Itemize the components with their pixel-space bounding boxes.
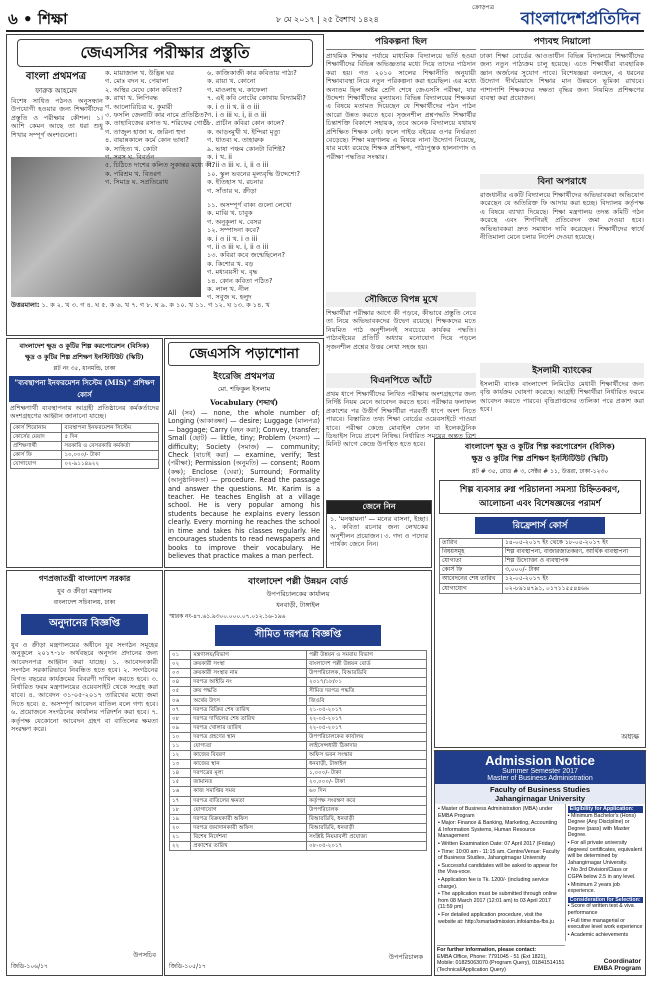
table-cell: উপপরিচালকের কার্যালয় (307, 732, 427, 741)
col3-body-3: প্রথম ধাপে শিক্ষার্থীদের লিখিত পরীক্ষায় অংশগ্রহণের জন্য নির্দিষ্ট নিয়ম মেনে আবেদন করতে হবে। পরীক্ষার ফলাফল প্রকাশের পর উত্তীর্ণ শিক্ষার্থীরা পরবর্তী ধাপে অংশ নিতে পারবে। বিস্তারিত তথ্য শিক্ষা বোর্ডের ওয়েবসাইটে পাওয়া যাবে। পরীক্ষা কেন্দ্রে মোবাইল ফোন বা ইলেকট্রনিক ডিভাইস নিয়ে প্রবেশ নিষিদ্ধ। নির্ধারিত সময়ের অন্তত ত্রিশ মিনিট আগে কেন্দ্রে উপস্থিত হতে হবে। (326, 390, 476, 449)
table-row (170, 732, 427, 741)
table-cell: ১৫ (170, 778, 191, 787)
table-cell: আবেদনের শেষ তারিখ (440, 575, 503, 584)
table-cell: ১০,০০০/- টাকা (62, 451, 159, 460)
vocab-title: Vocabulary (শব্দার্থ) (210, 398, 278, 407)
table-row (170, 805, 427, 814)
date-line: ৮ মে ২০১৭ | ২৫ বৈশাখ ১৪২৪ (276, 15, 379, 24)
list-item: ▪ Major: Finance & Banking, Marketing, Accounting & Information Systems, Human Resource Management (438, 820, 558, 840)
col3-title: পরিকল্পনা ছিল (326, 34, 476, 50)
table-cell: দরপত্র দাখিলের শেষ তারিখ (191, 714, 307, 723)
table-row (170, 796, 427, 805)
refresher-address: প্লট # ৩৫, রোড # ৩, সেক্টর # ১১, উত্তরা, ঢাকা-১২৩০ (471, 468, 609, 475)
ministry-grant-ad (6, 570, 163, 976)
table-cell: বিআরডিবি, ধনবাড়ী (307, 814, 427, 823)
table-row (170, 769, 427, 778)
col4-body-2: রাজধানীর একটি বিদ্যালয়ে শিক্ষার্থীদের অভিভাবকরা অভিযোগ করেছেন যে অতিরিক্ত ফি আদায় করা হচ্ছে। বিদ্যালয় কর্তৃপক্ষ এ বিষয়ে ব্যাখ্যা দিয়েছে। শিক্ষা মন্ত্রণালয় তদন্ত কমিটি গঠন করেছে এবং শিগগিরই প্রতিবেদন জমা দেওয়া হবে। অভিভাবকরা দ্রুত সমাধান দাবি করেছেন। শিক্ষার্থীদের স্বার্থে নীতিমালা মেনে চলার নির্দেশ দেওয়া হয়েছে। (480, 191, 644, 242)
table-row (170, 696, 427, 705)
table-cell: ২০,০০০/- টাকা (307, 778, 427, 787)
question-line: ক. ইতিহাস খ. রচনার (207, 178, 264, 187)
table-cell: ক্রয় পদ্ধতি (191, 687, 307, 696)
admission-faculty: Faculty of Business Studies (489, 785, 591, 794)
admission-items (435, 804, 565, 941)
admission-university: Jahangirnagar University (494, 794, 586, 803)
question-line: ৩. ফসলি জেলাটি কার নামে প্রতিষ্ঠিত? (105, 111, 208, 120)
bscic-mis-ad (6, 338, 163, 568)
rdb-tender-ad (164, 570, 432, 976)
rdb-place: ধনবাড়ী, টাঙ্গাইল (276, 601, 320, 609)
table-cell: বিষয়সমূহ (440, 548, 503, 557)
coordinator-program: EMBA Program (593, 965, 641, 972)
jsc-english-title: জেএসসি পড়াশোনা (168, 342, 320, 366)
list-item: ▪ Full time managerial or executive level work experience (567, 917, 643, 931)
table-cell: ০৩ (170, 669, 191, 678)
list-item: ▪ The application must be submitted through online from 08 March 2017 (12:01 am) to 03 April 2017 (11:59 pm) (438, 891, 557, 911)
table-cell: কাজের বিবরণ (191, 751, 307, 760)
table-cell: ০৮-০৫-২০১৭ (307, 841, 427, 850)
table-cell: শিল্প ব্যবস্থাপনা, বাজারজাতকরণ, আর্থিক ব্যবস্থাপনা (503, 548, 641, 557)
table-cell: ১১ (170, 741, 191, 750)
table-cell: ০২ (170, 660, 191, 669)
table-row (11, 451, 159, 460)
table-cell: ১৯ (170, 814, 191, 823)
rdb-org: বাংলাদেশ পল্লী উন্নয়ন বোর্ড (248, 577, 348, 587)
question-line: ক. লাল খ. নীল (207, 285, 249, 294)
col4-subhead-1: বিনা অপরাধে (480, 174, 644, 189)
table-cell: ২২-০৫-২০১৭ (307, 723, 427, 732)
table-cell: বিআরডিবি, ধনবাড়ী (307, 823, 427, 832)
table-row (11, 460, 159, 469)
table-cell: অর্থের উৎস (191, 696, 307, 705)
table-cell: ০৮ (170, 714, 191, 723)
table-row (170, 678, 427, 687)
table-cell: ০৪ (170, 678, 191, 687)
refresher-footer: অধ্যক্ষ (621, 733, 639, 741)
question-line: ৮. প্রাচীন কবিরা কোন কালে? (207, 119, 285, 128)
table-cell: যোগাযোগ (440, 584, 503, 593)
jsc-prep-subject: বাংলা প্রথমপত্র (25, 71, 87, 82)
question-line: গ. ii ও iii ঘ. i, ii ও iii (207, 243, 269, 252)
question-line: গ. মাওলাহ ঘ. কাফেলা (207, 85, 268, 94)
table-cell: ২১ (170, 832, 191, 841)
table-cell: ১২ (170, 751, 191, 760)
question-line: ১৪. কোন কবিতা পঠিত? (207, 276, 273, 285)
list-item: ▪ Academic achievements (567, 931, 629, 938)
table-row (170, 705, 427, 714)
admission-semester: Summer Semester 2017 (502, 768, 578, 775)
question-line: গ. সরস ঘ. বিবর্তন (105, 153, 155, 162)
table-row (170, 660, 427, 669)
list-item: ▪ Master of Business Administration (MBA) under EMBA Program (438, 806, 553, 819)
question-line: ক. মায়াজাল খ. উদ্ভিন্ন ঘর (105, 69, 174, 77)
jsc-english-subject: ইংরেজি প্রথমপত্র (213, 372, 275, 382)
question-line: ক. মাঝি খ. চাবুক (207, 209, 253, 218)
question-line: গ. অনুকূলা ঘ. বেসর (207, 217, 262, 226)
table-row (440, 584, 641, 593)
table-cell: ০৯ (170, 723, 191, 732)
page-number-section: ৬ • শিক্ষা (8, 10, 68, 28)
table-cell: ধনবাড়ী, টাঙ্গাইল (307, 760, 427, 769)
ministry-signer: উপসচিব (133, 951, 156, 959)
question-line: ৬. কাজিকাজী কার কবিতায় পাঠ্য? (207, 69, 297, 77)
table-cell: উপপরিচালক, বিআরডিবি (307, 669, 427, 678)
question-line: গ. আলোরিচিত্র ঘ. কুমারী (105, 102, 173, 111)
answer-key: উত্তরমালা: ১. ক ২. খ ৩. গ ৪. ঘ ৫. ক ৬. খ ৭. গ ৮. ঘ ৯. ক ১০. খ ১১. গ ১২. ঘ ১৩. ক ১৪. খ (11, 301, 270, 309)
note-body: ১. 'মনস্কামনা' — মনের বাসনা, ইচ্ছা। ২. কবিতা রচনার জন্য লেখকের অনুশীলন প্রয়োজন। ৩. গদ্য ও পদ্যের পার্থক্য জেনে নিন। (330, 515, 428, 549)
question-line: ক. কিশোর খ. বড় (207, 259, 254, 268)
refresher-inst-name: ক্ষুদ্র ও কুটির শিল্প প্রশিক্ষণ ইনস্টিটিউট (স্কিটি) (471, 454, 609, 463)
ministry-ref: জিডি-১০৬/১৭ (11, 963, 48, 970)
question-line: ১১. অসম্পূর্ণ বাক্য গুলো লেখো (207, 201, 292, 209)
table-cell: ৫ দিন (62, 432, 159, 441)
admission-notice-ad (434, 750, 646, 976)
jsc-prep-title: জেএসসির পরীক্ষার প্রস্তুতি (17, 39, 313, 67)
question-line: ১৩. কবিরা কবে জন্মেছিলেন? (207, 251, 286, 260)
question-line: গ. ii ও iii ঘ. i, ii ও iii (207, 161, 269, 170)
table-cell: ৩,০০০/- টাকা (503, 566, 641, 575)
list-item: ▪ Minimum 2 years job experience. (567, 881, 620, 895)
ministry-gov: গণপ্রজাতন্ত্রী বাংলাদেশ সরকার (38, 574, 131, 583)
question-line: গ. তাজুল হাজা ঘ. জরিনা হুদা (105, 127, 186, 136)
table-cell: ০৬ (170, 696, 191, 705)
jsc-english-author: মো. শফিকুল ইসলাম (217, 385, 271, 393)
bscic-inst-name: ক্ষুদ্র ও কুটির শিল্প প্রশিক্ষণ ইনস্টিটিউট (স্কিটি) (25, 353, 144, 361)
eligibility-title: Eligibility for Application: (568, 806, 643, 813)
question-line: গ. ধাতব্য ঘ. তাহারুক (207, 136, 264, 145)
table-cell: ২২-০৫-২০১৭ (307, 714, 427, 723)
note-title: জেনে নিন (327, 501, 431, 514)
contact-info: EMBA Office, Phone: 7791045 - 51 (Ext 1821), Mobile: 01825063070 (Program Query), 01841514151 (Technical/Application Query) (437, 953, 565, 973)
rdb-signer: উপপরিচালক (388, 953, 423, 961)
question-line: ক. রাখা খ. লিপিবদ্ধ (105, 94, 158, 103)
table-row (170, 751, 427, 760)
table-cell: কর্তৃপক্ষ সংরক্ষণ করে (307, 796, 427, 805)
table-cell: সংশ্লিষ্ট নিয়মাবলী প্রযোজ্য (307, 832, 427, 841)
page-header (6, 6, 644, 32)
table-cell: ক্রয়কারী সংস্থা (191, 660, 307, 669)
supplement-label: ক্রোড়পত্র (472, 4, 494, 11)
list-item: ▪ Application fee is Tk. 1200/- (including service charge). (438, 876, 549, 890)
question-line: ক. i ও ii খ. ii ও iii (207, 102, 260, 111)
list-item: ▪ Score of written test & viva performance (567, 903, 634, 916)
masthead: বাংলাদেশপ্রতিদিন (520, 9, 640, 29)
table-row (440, 575, 641, 584)
question-line: ৪. বায়ান্নকালে কর্মে কোন ভাষা? (105, 136, 189, 145)
table-cell: জামানত (191, 778, 307, 787)
table-cell: ১৭ (170, 796, 191, 805)
table-cell: দরপত্র বাতিলের ক্ষমতা (191, 796, 307, 805)
list-item: ▪ Time: 10:00 am - 11:15 am. Centre/Venue: Faculty of Business Studies, Jahangirnagar University (438, 848, 560, 862)
grant-notice-body: যুব ও ক্রীড়া মন্ত্রণালয়ের অধীনে যুব সংগঠন সমূহের অনুকূলে ২০১৭-১৮ অর্থবছরে অনুদান প্রদানের জন্য আবেদনপত্র আহ্বান করা যাচ্ছে। ১. আবেদনকারী সংগঠন সরকারিভাবে নিবন্ধিত হতে হবে। ২. সংগঠনের বিগত বছরের কার্যক্রমের বিবরণী দাখিল করতে হবে। ৩. নির্ধারিত ফরম মন্ত্রণালয়ের ওয়েবসাইট থেকে সংগ্রহ করা যাবে। ৪. আবেদন ৩১-০৫-২০১৭ তারিখের মধ্যে জমা দিতে হবে। ৫. অসম্পূর্ণ আবেদন বাতিল বলে গণ্য হবে। ৬. প্রয়োজনে সংগঠনের কার্যালয় পরিদর্শন করা হবে। ৭. কর্তৃপক্ষ যেকোনো আবেদন গ্রহণ বা বাতিলের ক্ষমতা সংরক্ষণ করে। (11, 641, 158, 734)
list-item: ▪ Successful candidates will be asked to appear for the Viva-voce. (438, 862, 558, 876)
table-cell: কোর্সের মেয়াদ (11, 432, 62, 441)
table-cell: কোর্স ফি (11, 451, 62, 460)
table-cell: ০৫ (170, 687, 191, 696)
question-line: গ. i ও iii ঘ. i, ii ও iii (207, 111, 267, 120)
table-row (170, 787, 427, 796)
jsc-prep-intro: বিশেষ সাধিত পঠনও অনুসন্ধান উপযোগী হওয়ার জন্য শিক্ষার্থীদের প্রস্তুতি ও পরীক্ষার কৌশল। ১। আশি কেমন আছে তা ধরা শুধু শিখার সম্পূর্ণ অংশগুলো। (11, 97, 103, 139)
grant-notice-title: অনুদানের বিজ্ঞপ্তি (21, 614, 148, 635)
jsc-english-body: All (সব) — none, the whole number of; Longing (আকাঙ্ক্ষা) — desire; Luggage (মালপত্র) — baggage; Carry (বহন করা); Convey, transfer; Small (ছোট) — little, tiny; Problem (সমস্যা) — difficulty; Society (সমাজ) — community; Check (যাচাই করা) — examine, verify; Test (পরীক্ষা); Permission (অনুমতি) — consent; Room (কক্ষ); Enclose (ঘেরা); Surround; Formality (আনুষ্ঠানিকতা) — procedure. Read the passage and answer the questions. Mr. Karim is a teacher. He teaches English at a village school. He is very popular among his students because he explains every lesson clearly. Every morning he reaches the school in time and takes his classes regularly. He encourages students to read newspapers and books to improve their vocabulary. He believes that practice makes a man perfect. (168, 409, 320, 560)
table-row (170, 723, 427, 732)
table-cell: ক্রয়কারী সংস্থার নাম (191, 669, 307, 678)
table-cell: ০২-৯১১৪৯২২ (62, 460, 159, 469)
table-cell: কাজ সমাপ্তির সময় (191, 787, 307, 796)
question-line: ক. সাহিত্য খ. কোটা (105, 144, 158, 153)
table-cell: মন্ত্রণালয়/বিভাগ (191, 651, 307, 660)
table-row (11, 423, 159, 432)
rdb-ref: স্মারক নং-৪৭.৬১.৯৩০০.০০০.০৭.০১২.১৬-১৯৬ (169, 614, 286, 620)
refresher-org-name: বাংলাদেশ ক্ষুদ্র ও কুটির শিল্প করপোরেশন (বিসিক) (465, 442, 615, 451)
bscic-org-name: বাংলাদেশ ক্ষুদ্র ও কুটির শিল্প করপোরেশন (বিসিক) (19, 342, 150, 350)
table-cell: সীমিত দরপত্র পদ্ধতি (307, 687, 427, 696)
col3-subhead-1: সৌজিতে বিপন্ন মুখে (326, 292, 476, 307)
table-cell: ০১ (170, 651, 191, 660)
table-cell: লাইসেন্সধারী ঠিকাদার (307, 741, 427, 750)
table-row (170, 687, 427, 696)
ministry-name: যুব ও ক্রীড়া মন্ত্রণালয় (57, 587, 112, 595)
question-line: গ. সবুজ ঘ. হলুদ (207, 293, 252, 302)
table-cell: কোর্স ফি (440, 566, 503, 575)
table-row (440, 548, 641, 557)
table-cell: কাজের স্থান (191, 760, 307, 769)
question-line: ১২. সম্পাদনা কবে? (207, 226, 260, 235)
table-cell: ০২-৮৯১৪৭৯১, ০১৭১১৫৫৪৪৬৬ (503, 584, 641, 593)
refresher-table (439, 538, 641, 594)
table-cell: দরপত্র গ্রহণের স্থান (191, 732, 307, 741)
question-line: ক. i ও ii খ. i ও iii (207, 234, 258, 243)
article-column-4 (480, 34, 644, 430)
table-cell: ২২ (170, 841, 191, 850)
list-item: ▪ For detailed application procedure, visit the website at: http://smartadmission.infoiamba-fbs.ju (438, 911, 554, 925)
col4-body-3: ইসলামী ব্যাংক বাংলাদেশ লিমিটেড মেধাবী শিক্ষার্থীদের জন্য বৃত্তি কার্যক্রম ঘোষণা করেছে। আগ্রহী শিক্ষার্থীরা নির্ধারিত ফরমে আবেদন করতে পারবে। বৃত্তিপ্রাপ্তদের তালিকা পরে প্রকাশ করা হবে। (480, 380, 644, 414)
table-row (11, 432, 159, 441)
admission-title: Admission Notice (485, 753, 595, 768)
table-cell: প্রশিক্ষণার্থী (11, 442, 62, 451)
table-row (440, 557, 641, 566)
table-cell: ১৬ (170, 787, 191, 796)
question-line: গ. সাঁতার ঘ. ক্রীড়া (207, 186, 257, 195)
table-cell: দরপত্র বিক্রয়কারী অফিস (191, 814, 307, 823)
tender-title: সীমিত দরপত্র বিজ্ঞপ্তি (215, 625, 381, 646)
table-row (440, 539, 641, 548)
table-cell: জিওবি (307, 696, 427, 705)
table-cell: সরকারি ও বেসরকারি কর্মকর্তা (62, 442, 159, 451)
question-line: গ. সিমাদ্র ঘ. সপ্রতিরোধ (105, 178, 169, 187)
eligibility-list (568, 813, 643, 895)
table-cell: ২১-০৫-২০১৭ (307, 705, 427, 714)
table-cell: ২০১৭/১৮/০১ (307, 678, 427, 687)
table-cell: যোগ্যতা (191, 741, 307, 750)
question-line: ক. পরিশ্রম খ. বিতরণ (105, 169, 161, 178)
question-list-3 (207, 201, 319, 302)
table-cell: অফিস ভবন সংস্কার (307, 751, 427, 760)
table-cell: যোগাযোগ (11, 460, 62, 469)
jsc-english-section (164, 338, 324, 568)
table-row (170, 823, 427, 832)
question-line: ক. রায়া খ. কোনো (207, 77, 256, 86)
table-row (440, 566, 641, 575)
rdb-office: উপপরিচালকের কার্যালয় (266, 590, 330, 598)
table-row (170, 841, 427, 850)
col4-body: ঢাকা শিক্ষা বোর্ডের আওতাধীন বিভিন্ন বিদ্যালয়ে শিক্ষার্থীদের জন্য নতুন পাঠ্যক্রম চালু হয়েছে। এতে শিক্ষার্থীরা ব্যবহারিক জ্ঞান অর্জনের সুযোগ পাবে। বিশেষজ্ঞরা বলছেন, এ ধরনের উদ্যোগ দীর্ঘমেয়াদে শিক্ষার মান উন্নয়নে ভূমিকা রাখবে। পাশাপাশি শিক্ষকদের দক্ষতা বৃদ্ধির জন্য নিয়মিত প্রশিক্ষণের ব্যবস্থা করা প্রয়োজন। (480, 52, 644, 103)
question-line: ১০. স্কুল ভবনের মূল্যবৃদ্ধি উদ্দেশ্যে? (207, 169, 301, 178)
ministry-office: বাংলাদেশ সচিবালয়, ঢাকা (53, 599, 116, 606)
table-cell: ৬০ দিন (307, 787, 427, 796)
table-row (170, 741, 427, 750)
table-cell: উপপরিচালক (307, 805, 427, 814)
bscic-course-title: "ব্যবস্থাপনা ইনফরমেশন সিস্টেম (MIS)" প্রশিক্ষণ কোর্স (9, 376, 160, 402)
coordinator-label: Coordinator (603, 958, 641, 965)
table-cell: বিশেষ নির্দেশনা (191, 832, 307, 841)
admission-program: Master of Business Administration (487, 775, 593, 782)
tender-table (169, 650, 427, 851)
table-cell: ১৪-০৫-২০১৭ ইং থেকে ১৮-০৫-২০১৭ ইং (503, 539, 641, 548)
table-cell: দরপত্র খোলার তারিখ (191, 723, 307, 732)
question-line: ক. আড়ংমুখী খ. ইন্দিরা মৃত্যু (207, 127, 281, 136)
bscic-address: প্লট নং ৩৫, ধানমন্ডি, ঢাকা (53, 365, 116, 372)
list-item: ▪ No 3rd Division/Class or CGPA below 2.5 in any level. (567, 867, 636, 880)
jsc-prep-author: ফারুক আহমেদ (35, 87, 77, 95)
table-cell: ১,০০০/- টাকা (307, 769, 427, 778)
table-cell: কোর্স শিরোনাম (11, 423, 62, 432)
table-row (11, 442, 159, 451)
table-cell: যোগ্যতা (440, 557, 503, 566)
table-row (170, 714, 427, 723)
note-box (326, 500, 432, 568)
list-item: ▪ Minimum Bachelor's (Hons) Degree (Any Discipline) or Degree (pass) with Master Degree. (567, 812, 636, 839)
consideration-title: Consideration for Selection: (568, 897, 643, 904)
col3-subhead-2: বিএনপিতে আঁটে (326, 373, 476, 388)
list-item: ▪ Written Examination Date: 07 April 2017 (Friday) (438, 840, 555, 847)
table-cell: ১৪ (170, 769, 191, 778)
bscic-course-table (10, 423, 159, 469)
table-row (170, 778, 427, 787)
table-cell: ১২-০৫-২০১৭ ইং (503, 575, 641, 584)
table-cell: ২০ (170, 823, 191, 832)
table-cell: তারিখ (440, 539, 503, 548)
table-cell: দরপত্র আইডি নং (191, 678, 307, 687)
table-row (170, 760, 427, 769)
refresher-headline: শিল্প ব্যবসার রুগ্ন পরিচালনা সমস্যা চিহ্নিতকরণ, আলোচনা এবং বিশেষজ্ঞদের পরামর্শ (439, 480, 641, 514)
question-list-1 (105, 69, 216, 187)
question-line: গ. মোঃ বদন ঘ. পেয়ালা (105, 77, 169, 86)
question-list-2 (207, 69, 319, 199)
table-cell: ব্যবস্থাপনা ইনফরমেশন সিস্টেম (62, 423, 159, 432)
col3-body: প্রাথমিক শিক্ষার পর্যায়ে মাধ্যমিক বিদ্যালয়ে ভর্তি হওয়া শিক্ষার্থীদের বিভিন্ন অভিজ্ঞতার মধ্যে দিয়ে তাদের পাঠদান করা হয়। গত ২০১০ সালের শিক্ষানীতি অনুযায়ী শিক্ষাব্যবস্থা নিয়ে নতুন পরিকল্পনা করা হয়েছিল। এর মধ্যে অন্যতম ছিল অষ্টম শ্রেণি শেষে জেএসসি পরীক্ষা, যার উদ্দেশ্য শিক্ষার্থীদের মূল্যায়ন। বিভিন্ন বিদ্যালয়ের শিক্ষকরা এ বিষয়ে মতামত দিয়েছেন যে শিক্ষার্থীদের পঠন পাঠন আরো উন্নত করতে হবে। সৃজনশীল প্রশ্নপদ্ধতি শিক্ষার্থীর চিন্তাশক্তি বিকাশে সহায়ক, তবে অনেক বিদ্যালয়ে যথাযথ প্রশিক্ষিত শিক্ষক নেই। ফলে গাইড বইয়ের ওপর নির্ভরতা বেড়েছে। শিক্ষা মন্ত্রণালয় এ বিষয়ে নানা উদ্যোগ নিয়েছে, যার মধ্যে রয়েছে শিক্ষক প্রশিক্ষণ, পাঠ্যপুস্তক হালনাগাদ ও পরীক্ষা পদ্ধতির সংস্কার। (326, 52, 476, 161)
table-cell: যোগাযোগ (191, 805, 307, 814)
contact-title: For further information, please contact: (437, 947, 537, 954)
table-cell: শিল্প উদ্যোক্তা ও ব্যবস্থাপক (503, 557, 641, 566)
question-line: ক. i খ. ii (207, 153, 232, 162)
table-row (170, 651, 427, 660)
table-cell: বাংলাদেশ পল্লী উন্নয়ন বোর্ড (307, 660, 427, 669)
list-item: ▪ For all private university degrees/ certificates, equivalent will be determined by Jahangirnagar University. (567, 839, 643, 866)
table-cell: দরপত্রের মূল্য (191, 769, 307, 778)
table-cell: দরপত্র বিক্রির শেষ তারিখ (191, 705, 307, 714)
table-row (170, 832, 427, 841)
question-line: ৯. ভাষা পঞ্চম কোনটা বিশিষ্ট? (207, 144, 286, 153)
col3-body-2: শিক্ষার্থীরা পরীক্ষার আগে কী পড়বে, কীভাবে প্রস্তুতি নেবে তা নিয়ে অভিভাবকদের উদ্বেগ রয়েছে। শিক্ষকদের মতে নিয়মিত পাঠ অনুশীলনই সবচেয়ে কার্যকর পদ্ধতি। পাঠ্যবইয়ের প্রতিটি অধ্যায় মনোযোগ দিয়ে পড়লে সৃজনশীল প্রশ্নের উত্তর লেখা সহজ হয়। (326, 309, 476, 351)
table-row (170, 669, 427, 678)
table-cell: পল্লী উন্নয়ন ও সমবায় বিভাগ (307, 651, 427, 660)
question-line: ৭. এই কবি নোটের কোথায় বিদ্যাময়ী? (207, 94, 306, 103)
question-line: ৫. চিঠিতে দাশের কলিত সুকান্তর মধ্যে কী? (105, 161, 216, 170)
question-line: ক. তাহাবিজের রসাত খ. শরিফের গোষ্ঠী (105, 119, 210, 128)
table-cell: ০৭ (170, 705, 191, 714)
table-cell: দরপত্র জমাদানকারী অফিস (191, 823, 307, 832)
table-cell: ১৩ (170, 760, 191, 769)
bscic-body: প্রশিক্ষণার্থী ব্যবস্থাপনায় আগ্রহী প্রতিষ্ঠানের কর্মকর্তাদের অংশগ্রহণের আহ্বান জানানো যাচ্ছে। (10, 404, 159, 421)
col4-subhead-2: ইসলামী ব্যাংকের (480, 363, 644, 378)
jsc-prep-section (6, 34, 324, 336)
table-cell: ১৮ (170, 805, 191, 814)
refresher-badge: রিফ্রেশার্স কোর্স (475, 517, 605, 534)
col4-title: পণ্যবহু নিয়ালো (480, 34, 644, 50)
consideration-list (568, 903, 643, 938)
question-line: গ. মধ্যবয়সী ঘ. বৃদ্ধ (207, 268, 258, 277)
question-line: ২. অস্থির মেঘে কোন কবিতা? (105, 85, 183, 94)
rdb-ref2: জিডি-১০৫/১৭ (169, 963, 206, 970)
table-cell: ১০ (170, 732, 191, 741)
table-row (170, 814, 427, 823)
table-cell: প্রকাশের তারিখ (191, 841, 307, 850)
bscic-refresher-ad (434, 438, 646, 748)
